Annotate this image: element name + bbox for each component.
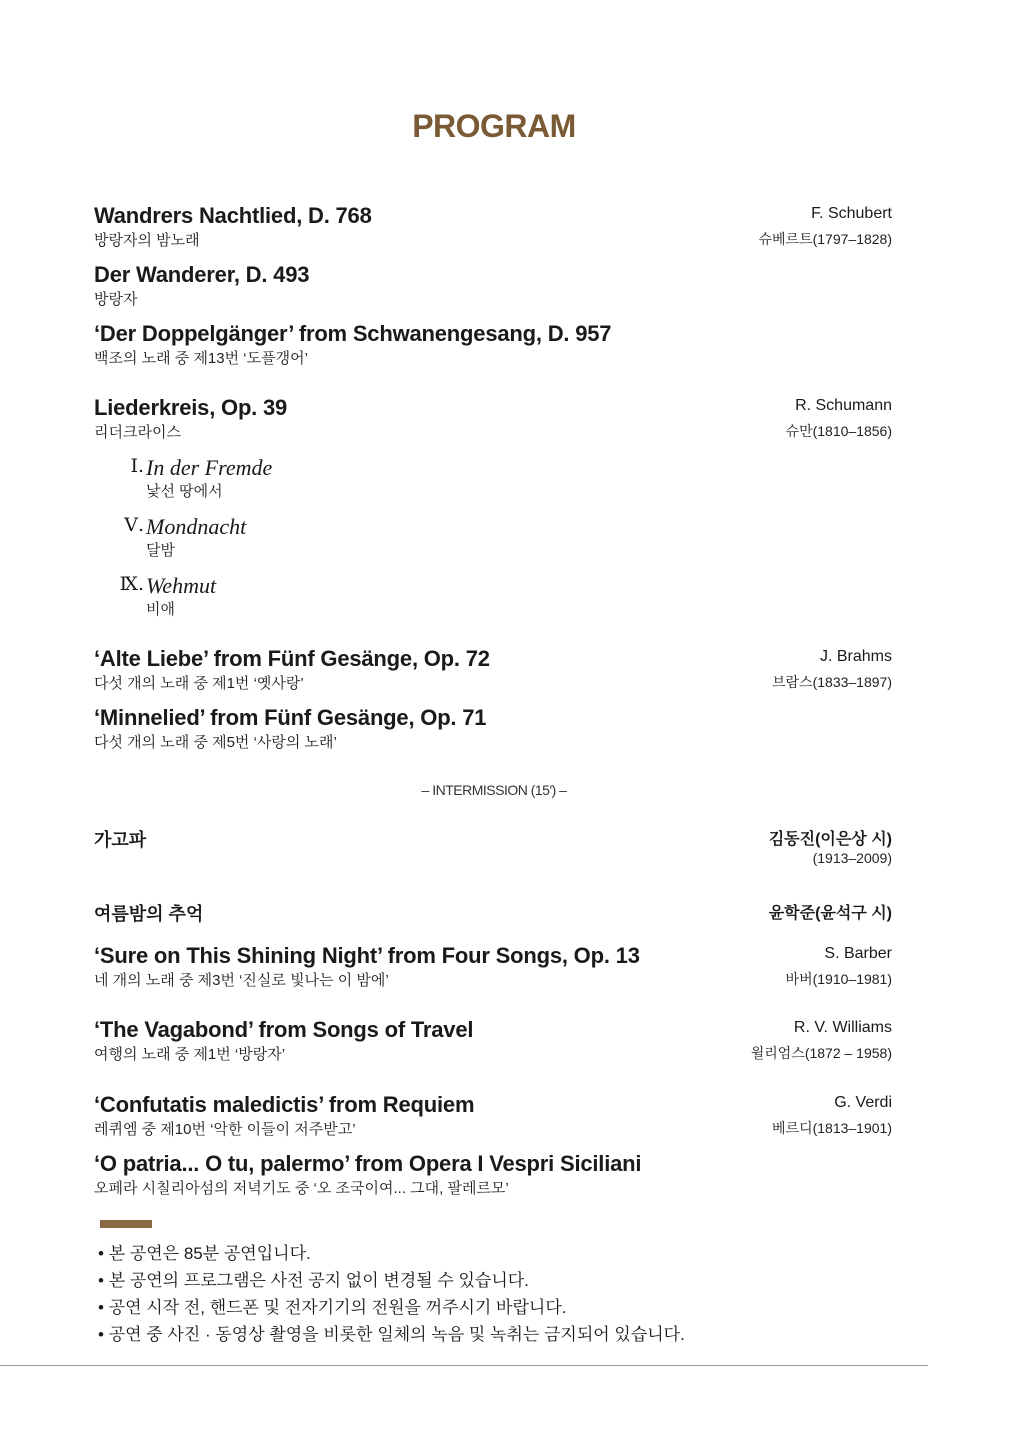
work-title: Liederkreis, Op. 39 <box>94 395 288 420</box>
work-title: ‘Confutatis maledictis’ from Requiem <box>94 1092 475 1117</box>
movement-translation: 비애 <box>146 601 175 618</box>
movement-title: In der Fremde <box>146 455 273 480</box>
movement-number: Ⅴ. <box>124 514 144 536</box>
work-title: Wandrers Nachtlied, D. 768 <box>94 203 372 228</box>
composer-name: 윤학준(윤석구 시) <box>768 905 892 922</box>
bottom-divider <box>0 1365 928 1366</box>
work-translation: 방랑자의 밤노래 <box>94 232 200 249</box>
program-entry <box>94 1017 892 1069</box>
composer-name: G. Verdi <box>834 1094 892 1111</box>
program-entry <box>94 705 892 757</box>
composer-dates: 윌리엄스(1872 – 1958) <box>750 1045 892 1061</box>
program-entry <box>94 646 892 698</box>
movement-item <box>114 514 514 564</box>
composer-dates: 바버(1910–1981) <box>785 971 892 987</box>
intermission-label: – INTERMISSION (15′) – <box>421 782 567 798</box>
movement-translation: 낯선 땅에서 <box>146 483 223 500</box>
work-title: ‘Minnelied’ from Fünf Gesänge, Op. 71 <box>94 705 487 730</box>
notice-item: • 본 공연의 프로그램은 사전 공지 없이 변경될 수 있습니다. <box>98 1267 685 1294</box>
work-translation: 여행의 노래 중 제1번 ‘방랑자’ <box>94 1046 286 1063</box>
composer-name: F. Schubert <box>811 205 892 222</box>
work-translation: 백조의 노래 중 제13번 ‘도플갱어’ <box>94 350 308 367</box>
composer-dates: 슈베르트(1797–1828) <box>758 231 892 247</box>
program-entry <box>94 1092 892 1144</box>
composer-name: R. Schumann <box>795 397 892 414</box>
work-translation: 다섯 개의 노래 중 제5번 ‘사랑의 노래’ <box>94 734 337 751</box>
work-translation: 레퀴엠 중 제10번 ‘악한 이들이 저주받고’ <box>94 1121 356 1138</box>
composer-name: R. V. Williams <box>793 1019 892 1036</box>
work-translation: 다섯 개의 노래 중 제1번 ‘옛사랑’ <box>94 675 304 692</box>
movement-number: Ⅰ. <box>130 455 144 477</box>
program-entry <box>94 262 892 314</box>
notice-item: • 본 공연은 85분 공연입니다. <box>98 1240 685 1267</box>
work-title: ‘Der Doppelgänger’ from Schwanengesang, D. 957 <box>94 321 612 346</box>
composer-dates: (1913–2009) <box>812 850 892 866</box>
work-translation: 오페라 시칠리아섬의 저녁기도 중 ‘오 조국이여... 그대, 팔레르모’ <box>94 1180 509 1197</box>
program-entry <box>94 1151 892 1203</box>
page-title: PROGRAM <box>412 108 576 144</box>
notice-item: • 공연 중 사진 · 동영상 촬영을 비롯한 일체의 녹음 및 녹취는 금지되어 있습니다. <box>98 1321 685 1348</box>
composer-dates: 베르디(1813–1901) <box>772 1120 892 1136</box>
movement-title: Wehmut <box>146 573 217 598</box>
program-entry <box>94 203 892 255</box>
work-title: Der Wanderer, D. 493 <box>94 262 310 287</box>
notice-list <box>98 1240 685 1348</box>
work-translation: 네 개의 노래 중 제3번 ‘진실로 빛나는 이 밤에’ <box>94 972 389 989</box>
movement-item <box>114 455 514 505</box>
work-title: ‘The Vagabond’ from Songs of Travel <box>94 1017 474 1042</box>
program-entry <box>94 395 892 447</box>
work-title: ‘Sure on This Shining Night’ from Four Songs, Op. 13 <box>94 943 640 968</box>
work-title: 여름밤의 추억 <box>94 904 204 924</box>
movement-title: Mondnacht <box>146 514 247 539</box>
work-translation: 방랑자 <box>94 291 138 308</box>
work-title: ‘Alte Liebe’ from Fünf Gesänge, Op. 72 <box>94 646 490 671</box>
work-title: ‘O patria... O tu, palermo’ from Opera I Vespri Siciliani <box>94 1151 642 1176</box>
composer-name: J. Brahms <box>819 648 892 665</box>
composer-dates: 슈만(1810–1856) <box>785 423 892 439</box>
composer-name: 김동진(이은상 시) <box>768 831 892 848</box>
program-entry <box>94 321 892 373</box>
program-entry <box>94 943 892 995</box>
program-entry <box>94 824 892 876</box>
movement-number: Ⅸ. <box>119 573 144 595</box>
work-translation: 리더크라이스 <box>94 424 181 441</box>
movement-translation: 달밤 <box>146 542 175 559</box>
notice-accent-bar <box>100 1220 152 1228</box>
composer-dates: 브람스(1833–1897) <box>772 674 892 690</box>
composer-name: S. Barber <box>824 945 892 962</box>
notice-item: • 공연 시작 전, 핸드폰 및 전자기기의 전원을 꺼주시기 바랍니다. <box>98 1294 685 1321</box>
work-title: 가고파 <box>94 830 147 850</box>
movement-item <box>114 573 514 623</box>
